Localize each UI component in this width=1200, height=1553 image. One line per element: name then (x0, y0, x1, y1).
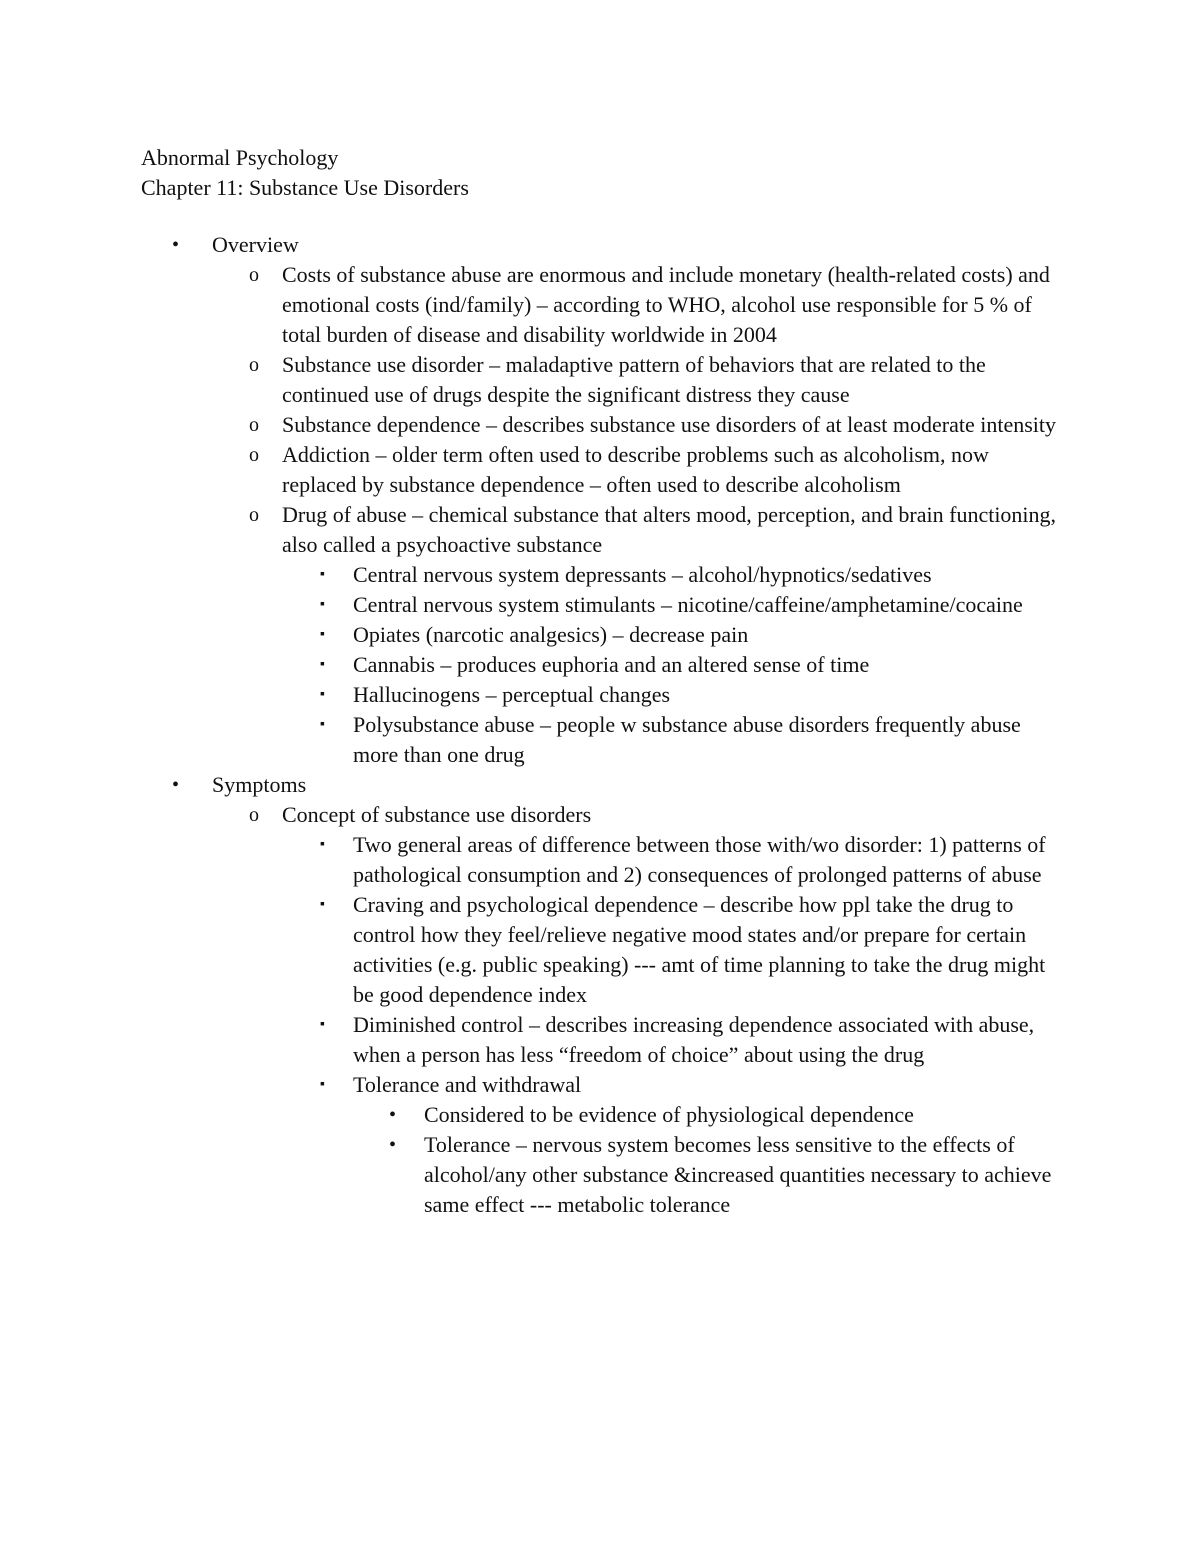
list-item-text: Two general areas of difference between those with/wo disorder: 1) patterns of pathological consumption and 2) consequences of prolonged patterns of abuse (353, 832, 1046, 887)
chapter-title: Chapter 11: Substance Use Disorders (141, 175, 469, 200)
list-item-text: Polysubstance abuse – people w substance abuse disorders frequently abuse more than one drug (353, 712, 1021, 767)
list-item (0, 260, 1062, 350)
document-heading (141, 143, 1041, 203)
notes-outline (0, 230, 1200, 1220)
bullet-marker: o (249, 414, 259, 436)
list-item (0, 410, 1062, 440)
bullet-marker: o (249, 444, 259, 466)
section-label: Overview (212, 232, 299, 257)
bullet-marker: • (389, 1104, 397, 1126)
document-title: Abnormal Psychology (141, 145, 339, 170)
list-item-text: Hallucinogens – perceptual changes (353, 682, 671, 707)
section-symptoms (0, 770, 1092, 800)
list-item-text: Addiction – older term often used to describe problems such as alcoholism, now replaced by substance dependence – often used to describe alcoholism (282, 442, 989, 497)
list-item-text: Costs of substance abuse are enormous and include monetary (health-related costs) and emotional costs (ind/family) – according to WHO, alcohol use responsible for 5 % of total burden of disease and disability worldwide in 2004 (282, 262, 1050, 347)
list-item-text: Tolerance and withdrawal (353, 1072, 582, 1097)
bullet-marker: • (172, 774, 180, 796)
list-item-text: Cannabis – produces euphoria and an altered sense of time (353, 652, 870, 677)
list-item (0, 500, 1062, 560)
list-item-text: Substance use disorder – maladaptive pattern of behaviors that are related to the continued use of drugs despite the significant distress they cause (282, 352, 986, 407)
list-item (0, 710, 1053, 770)
list-item (0, 560, 1053, 590)
list-item-text: Central nervous system stimulants – nicotine/caffeine/amphetamine/cocaine (353, 592, 1023, 617)
list-item (0, 800, 1062, 830)
list-item (0, 890, 1053, 1010)
bullet-marker: ▪ (320, 1077, 325, 1092)
list-item-text: Drug of abuse – chemical substance that alters mood, perception, and brain functioning, also called a psychoactive substance (282, 502, 1057, 557)
section-label: Symptoms (212, 772, 307, 797)
list-item (0, 650, 1053, 680)
list-item (0, 620, 1053, 650)
bullet-marker: o (249, 264, 259, 286)
bullet-marker: ▪ (320, 657, 325, 672)
list-item-text: Craving and psychological dependence – describe how ppl take the drug to control how they feel/relieve negative mood states and/or prepare for certain activities (e.g. public speaking) --- amt of time planning to take the drug might be good dependence index (353, 892, 1046, 1007)
list-item-text: Concept of substance use disorders (282, 802, 592, 827)
list-item (0, 1010, 1053, 1070)
bullet-marker: ▪ (320, 717, 325, 732)
bullet-marker: ▪ (320, 567, 325, 582)
bullet-marker: • (172, 234, 180, 256)
bullet-marker: o (249, 354, 259, 376)
list-item (0, 830, 1053, 890)
list-item-text: Considered to be evidence of physiological dependence (424, 1102, 914, 1127)
bullet-marker: ▪ (320, 897, 325, 912)
bullet-marker: ▪ (320, 687, 325, 702)
list-item-text: Opiates (narcotic analgesics) – decrease pain (353, 622, 749, 647)
list-item (0, 590, 1053, 620)
bullet-marker: o (249, 504, 259, 526)
list-item (0, 1100, 1054, 1130)
section-overview (0, 230, 1092, 260)
list-item (0, 350, 1062, 410)
bullet-marker: ▪ (320, 627, 325, 642)
bullet-marker: ▪ (320, 1017, 325, 1032)
list-item-text: Tolerance – nervous system becomes less sensitive to the effects of alcohol/any other substance &increased quantities necessary to achieve same effect --- metabolic tolerance (424, 1132, 1052, 1217)
list-item-text: Central nervous system depressants – alcohol/hypnotics/sedatives (353, 562, 932, 587)
list-item (0, 1070, 1053, 1100)
bullet-marker: • (389, 1134, 397, 1156)
list-item (0, 440, 1062, 500)
bullet-marker: ▪ (320, 837, 325, 852)
list-item (0, 680, 1053, 710)
list-item-text: Diminished control – describes increasing dependence associated with abuse, when a person has less “freedom of choice” about using the drug (353, 1012, 1035, 1067)
bullet-marker: o (249, 804, 259, 826)
list-item-text: Substance dependence – describes substance use disorders of at least moderate intensity (282, 412, 1057, 437)
bullet-marker: ▪ (320, 597, 325, 612)
list-item (0, 1130, 1054, 1220)
